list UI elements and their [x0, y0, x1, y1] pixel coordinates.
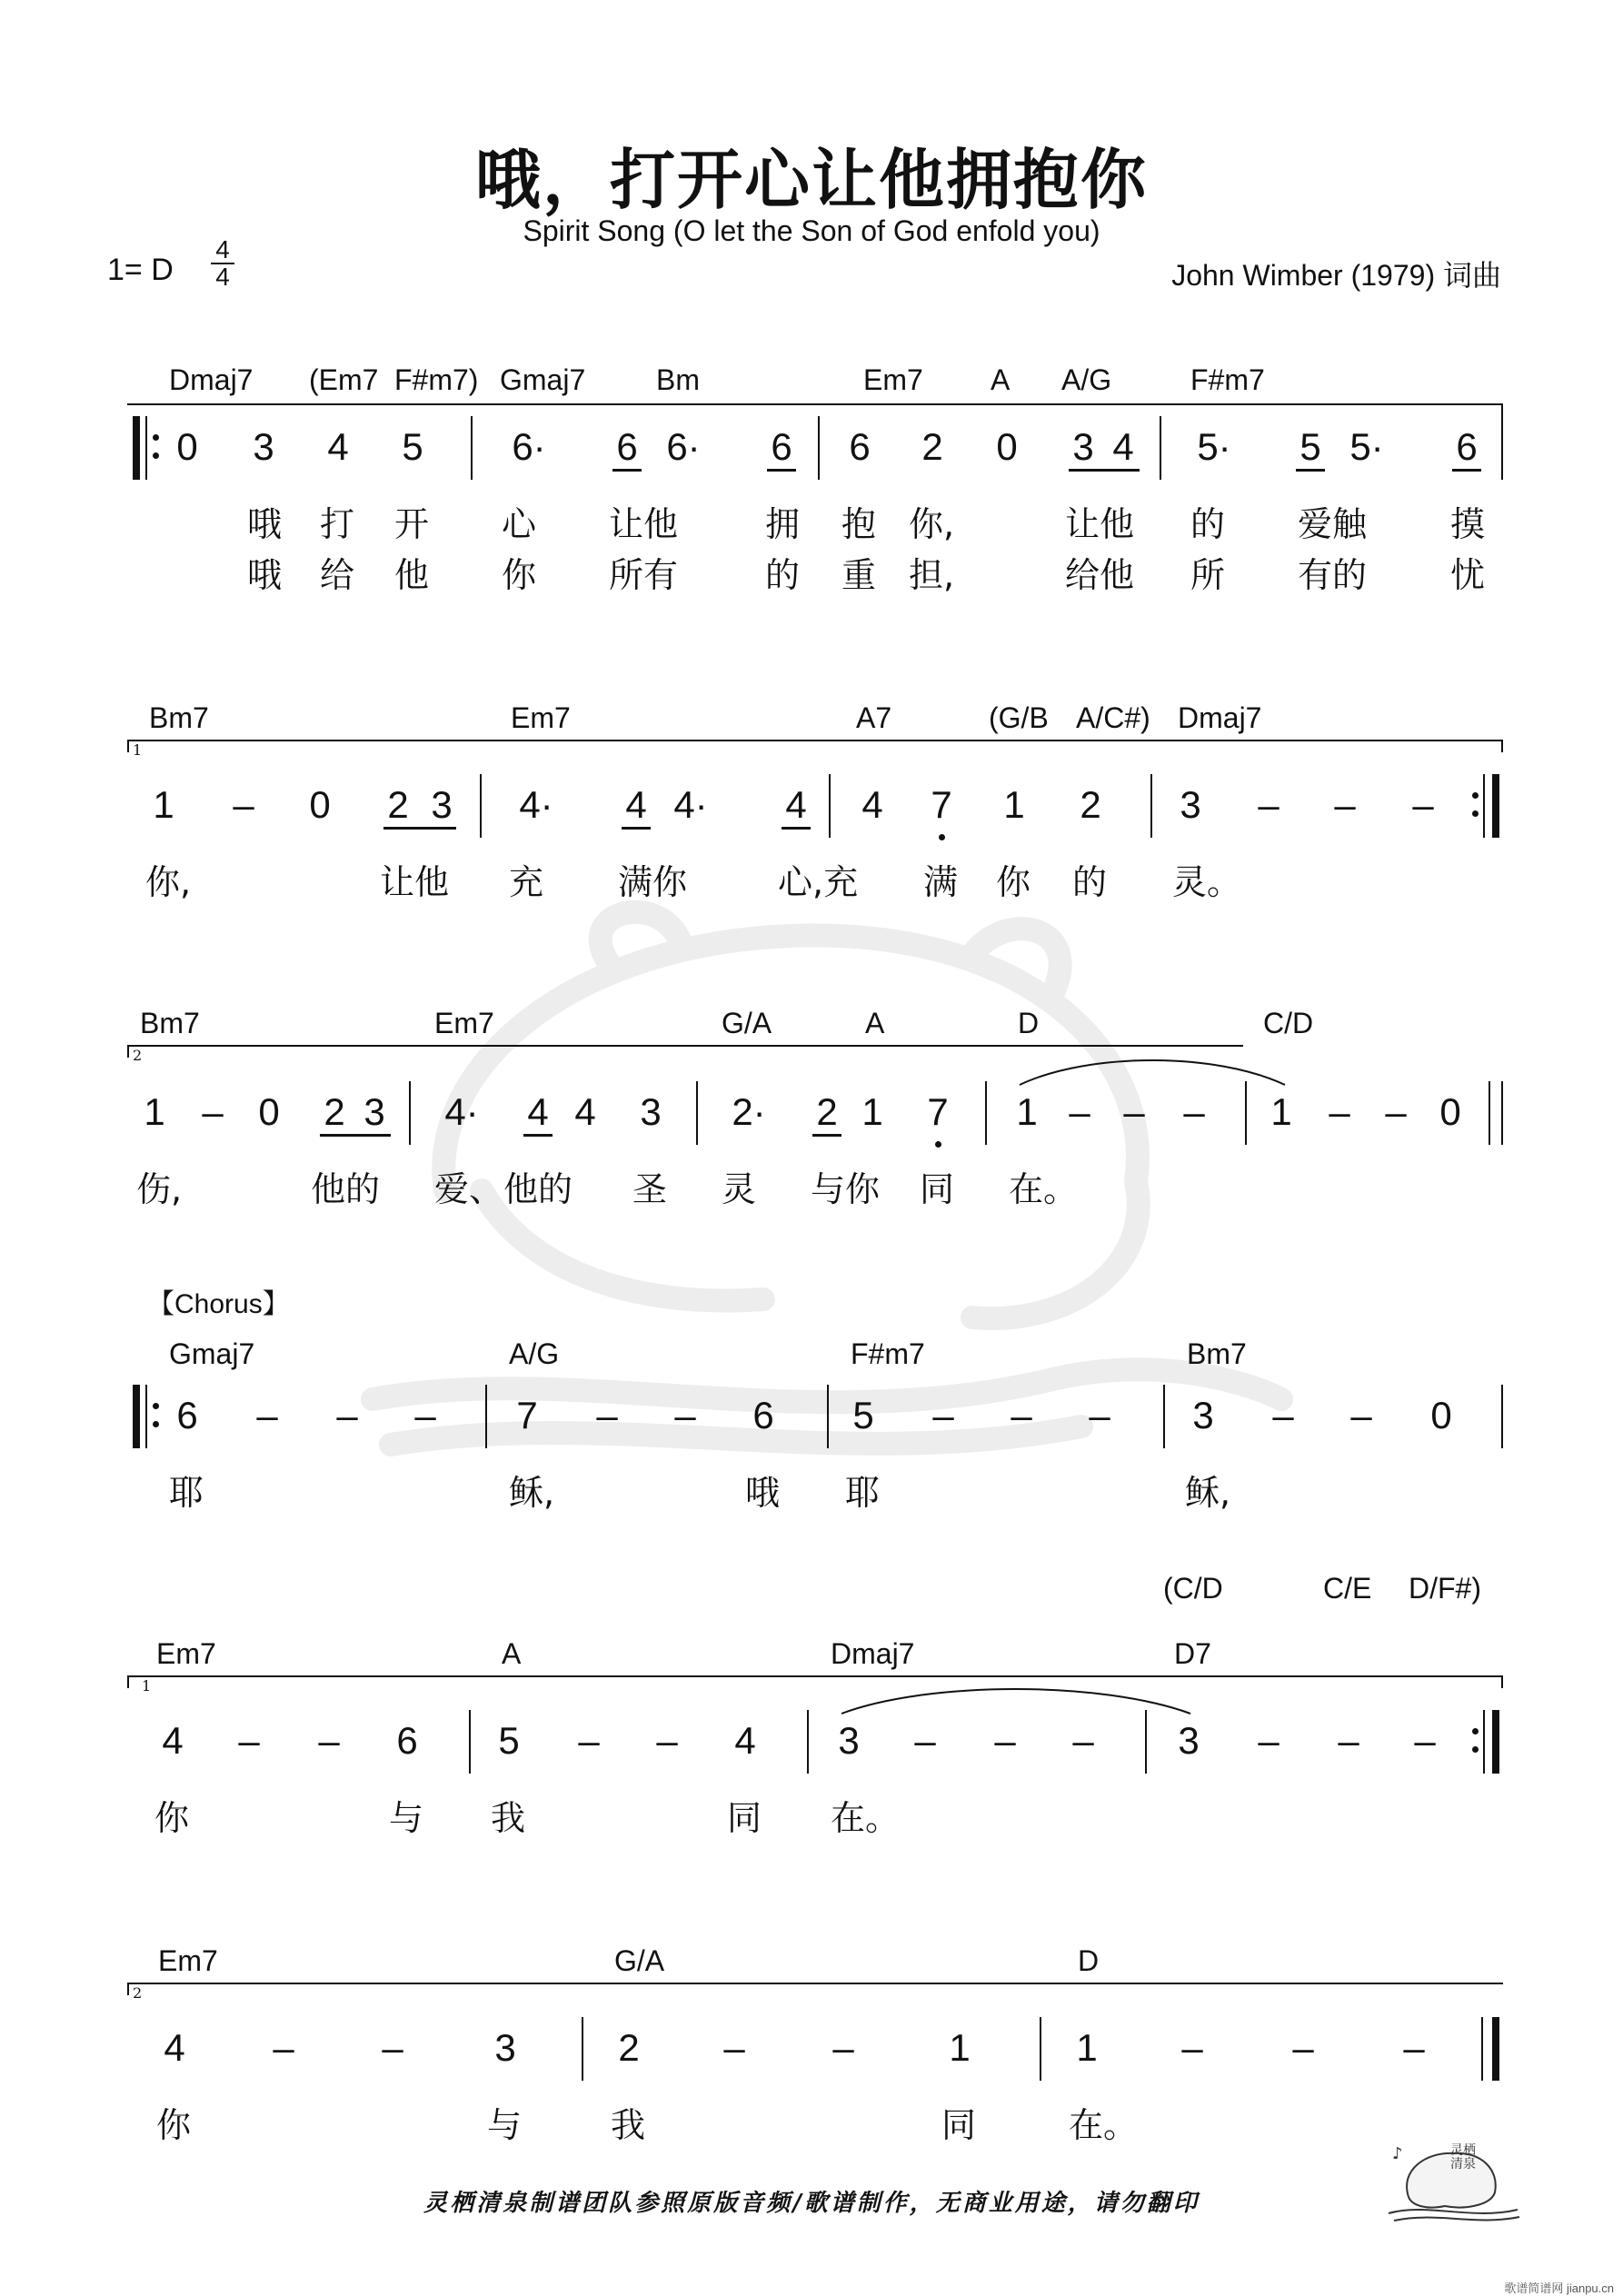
repeat-dot: [153, 1403, 159, 1409]
volta-number: 1: [133, 741, 143, 759]
chord: Em7: [158, 1944, 218, 1977]
dash: –: [578, 1719, 600, 1762]
lyric: 所: [1190, 555, 1226, 595]
lyric: 拥: [765, 504, 801, 544]
lyric: 有的: [1298, 555, 1368, 595]
dash: –: [1272, 1394, 1294, 1436]
note: 7: [931, 783, 952, 826]
chord: D: [1078, 1944, 1100, 1977]
note: 2: [618, 2026, 640, 2069]
barline: [485, 1385, 487, 1448]
note: 4: [164, 2026, 185, 2069]
lyric: 我: [491, 1798, 526, 1838]
dash: –: [1414, 1719, 1436, 1762]
lyric: 充: [509, 862, 544, 902]
lyric: 哦: [745, 1473, 781, 1513]
barline: [1501, 1385, 1503, 1448]
note: 3: [253, 425, 274, 468]
note: 2: [921, 425, 943, 468]
lyric: 伤,: [136, 1169, 183, 1209]
alt-chord: C/E: [1323, 1572, 1372, 1605]
lyric: 与你: [811, 1169, 881, 1209]
lyric: 心,充: [778, 862, 859, 902]
note: 4: [1112, 425, 1134, 468]
volta-tick: [127, 740, 129, 752]
tie-icon: [838, 1681, 1194, 1717]
lyric: 给他: [1065, 555, 1135, 595]
note: 4·: [673, 783, 708, 826]
lyric: 你,: [145, 862, 192, 902]
underline: [320, 1134, 391, 1137]
chord: Gmaj7: [169, 1337, 255, 1370]
underline: [812, 1134, 841, 1137]
note: 3: [431, 783, 453, 826]
dash: –: [336, 1394, 358, 1436]
dash: –: [1292, 2026, 1314, 2069]
barline: [1245, 1081, 1247, 1145]
publisher-logo: [1381, 2133, 1527, 2224]
repeat-end-bar: [1492, 774, 1499, 838]
volta-tick: [127, 1983, 129, 1995]
lyric: 开: [394, 504, 430, 544]
underline: [622, 827, 651, 830]
dash: –: [273, 2026, 294, 2069]
volta-bracket: [127, 1983, 1503, 1984]
lyric: 哦: [247, 555, 283, 595]
lyric: 稣,: [1185, 1473, 1231, 1513]
chord: F#m7: [1190, 363, 1265, 396]
barline: [1501, 416, 1503, 480]
dash: –: [932, 1394, 954, 1436]
chord: A/G: [1061, 363, 1112, 396]
dash: –: [1258, 1719, 1279, 1762]
dash: –: [994, 1719, 1016, 1762]
dash: –: [233, 783, 254, 826]
note: 6·: [666, 425, 701, 468]
barline: [807, 1710, 809, 1774]
dash: –: [1338, 1719, 1359, 1762]
chord: C/D: [1263, 1007, 1314, 1039]
dash: –: [914, 1719, 936, 1762]
volta-tick: [127, 1045, 129, 1058]
dash: –: [723, 2026, 745, 2069]
dash: –: [1183, 1090, 1205, 1133]
lyric: 灵。: [1172, 862, 1242, 902]
lyric: 稣,: [509, 1473, 555, 1513]
note: 4: [734, 1719, 756, 1762]
lyric: 灵: [722, 1169, 757, 1209]
dash: –: [1069, 1090, 1090, 1133]
chord: Em7: [863, 363, 923, 396]
chord: Em7: [156, 1637, 216, 1670]
note: 6: [1456, 425, 1478, 468]
note: 5·: [1349, 425, 1384, 468]
lyric: 心: [502, 504, 537, 544]
dash: –: [1334, 783, 1356, 826]
repeat-dot: [153, 1421, 159, 1427]
volta-number: 1: [142, 1677, 152, 1695]
note: 6: [176, 1394, 198, 1436]
note: 4: [625, 783, 647, 826]
dash: –: [1350, 1394, 1372, 1436]
lyric: 爱触: [1298, 504, 1368, 544]
note: 4: [327, 425, 349, 468]
note: 4·: [444, 1090, 479, 1133]
barline: [696, 1081, 698, 1145]
lyric: 与: [389, 1798, 424, 1838]
note: 6: [396, 1719, 418, 1762]
song-title: 哦，打开心让他拥抱你: [474, 142, 1148, 218]
alt-chord: D/F#): [1409, 1572, 1481, 1605]
barline: [1483, 1710, 1485, 1774]
note: 3: [838, 1719, 860, 1762]
dash: –: [414, 1394, 436, 1436]
repeat-dot: [1472, 792, 1479, 799]
staff-end-tick: [1501, 403, 1503, 416]
section-label-chorus: 【Chorus】: [147, 1289, 290, 1319]
note: 6: [771, 425, 792, 468]
lyric: 打: [320, 504, 355, 544]
note: 7: [927, 1090, 949, 1133]
repeat-dot: [1472, 810, 1479, 817]
chord: A/C#): [1076, 701, 1150, 734]
note: 1: [1016, 1090, 1038, 1133]
repeat-start-bar: [133, 1385, 140, 1448]
barline: [829, 774, 831, 838]
lyric: 在。: [1009, 1169, 1079, 1209]
dash: –: [1072, 1719, 1094, 1762]
repeat-start-bar: [133, 416, 140, 480]
lyric: 抱: [841, 504, 877, 544]
barline: [1481, 2017, 1483, 2081]
chord: A: [502, 1637, 522, 1670]
note: 0: [309, 783, 331, 826]
note: 1: [1270, 1090, 1292, 1133]
barline: [1501, 1081, 1503, 1145]
barline: [582, 2017, 583, 2081]
note: 1: [1076, 2026, 1098, 2069]
underline: [767, 469, 796, 472]
lyric: 在。: [831, 1798, 901, 1838]
dash: –: [318, 1719, 340, 1762]
lyric: 哦: [247, 504, 283, 544]
note: 2: [387, 783, 409, 826]
note: 0: [176, 425, 198, 468]
note: 1: [144, 1090, 165, 1133]
note: 4: [527, 1090, 549, 1133]
lyric: 给: [320, 555, 355, 595]
note: 0: [258, 1090, 280, 1133]
note: 4: [162, 1719, 184, 1762]
note: 4: [861, 783, 883, 826]
barline: [827, 1385, 829, 1448]
chord: A7: [856, 701, 892, 734]
note: 6·: [512, 425, 546, 468]
note: 0: [996, 425, 1018, 468]
underline: [612, 469, 642, 472]
lyric: 让他: [609, 504, 679, 544]
volta-tick: [1501, 1675, 1503, 1688]
repeat-dot: [153, 434, 159, 441]
chord: G/A: [614, 1944, 665, 1977]
staff-top-line: [127, 403, 1503, 405]
dash: –: [596, 1394, 618, 1436]
underline: [782, 827, 811, 830]
note: 3: [1192, 1394, 1214, 1436]
lyric: 你: [156, 2105, 192, 2145]
dash: –: [238, 1719, 260, 1762]
lyric: 他: [394, 555, 430, 595]
logo-text: 灵栖清泉: [1450, 2143, 1476, 2172]
barline: [1489, 1081, 1490, 1145]
barline: [1040, 2017, 1041, 2081]
site-watermark: 歌谱简谱网 jianpu.cn: [1504, 2281, 1614, 2295]
lyric: 你,: [909, 504, 955, 544]
note: 5: [852, 1394, 874, 1436]
note: 5·: [1197, 425, 1231, 468]
note: 4: [785, 783, 807, 826]
repeat-dot: [153, 452, 159, 459]
underline: [383, 827, 456, 830]
chord: Dmaj7: [169, 363, 254, 396]
lyric: 同: [941, 2105, 977, 2145]
lyric: 耶: [169, 1473, 204, 1513]
lyric: 担,: [909, 555, 955, 595]
footer-notice: 灵栖清泉制谱团队参照原版音频/歌谱制作，无商业用途，请勿翻印: [423, 2190, 1200, 2217]
volta-tick: [1501, 740, 1503, 752]
lyric: 所有: [609, 555, 679, 595]
chord: Bm7: [140, 1007, 200, 1039]
lyric: 爱、他的: [434, 1169, 573, 1209]
chord: Bm: [656, 363, 700, 396]
barline: [471, 416, 473, 480]
chord: Dmaj7: [1178, 701, 1262, 734]
chord: D: [1018, 1007, 1040, 1039]
dash: –: [202, 1090, 224, 1133]
note: 1: [949, 2026, 971, 2069]
barline: [1160, 416, 1161, 480]
chord: F#m7): [394, 363, 479, 396]
chord: A: [865, 1007, 885, 1039]
barline: [818, 416, 820, 480]
barline: [409, 1081, 411, 1145]
dash: –: [256, 1394, 278, 1436]
lyric: 的: [1190, 504, 1226, 544]
note: 6: [616, 425, 638, 468]
note: 1: [153, 783, 174, 826]
note: 3: [1178, 1719, 1200, 1762]
dash: –: [1412, 783, 1434, 826]
chord: G/A: [722, 1007, 772, 1039]
note: 0: [1430, 1394, 1452, 1436]
chord: A: [991, 363, 1011, 396]
barline: [1150, 774, 1152, 838]
tie-icon: [1016, 1052, 1289, 1088]
lyric: 你: [154, 1798, 190, 1838]
note: 2: [816, 1090, 838, 1133]
song-subtitle: Spirit Song (O let the Son of God enfold you): [523, 214, 1100, 247]
underline: [1452, 469, 1481, 472]
barline: [145, 416, 147, 480]
dash: –: [1329, 1090, 1350, 1133]
octave-dot: [939, 834, 945, 840]
lyric: 你: [502, 555, 537, 595]
chord: Bm7: [1187, 1337, 1247, 1370]
note: 2: [1080, 783, 1101, 826]
lyric: 同: [920, 1169, 955, 1209]
alt-chord: (C/D: [1163, 1572, 1223, 1605]
volta-number: 2: [133, 1047, 143, 1064]
volta-bracket: [127, 1045, 1243, 1047]
dash: –: [656, 1719, 678, 1762]
dash: –: [1089, 1394, 1110, 1436]
note: 3: [640, 1090, 662, 1133]
chord: Bm7: [149, 701, 209, 734]
barline: [469, 1710, 471, 1774]
dash: –: [1123, 1090, 1145, 1133]
barline: [145, 1385, 147, 1448]
note: 3: [1180, 783, 1201, 826]
note: 6: [752, 1394, 774, 1436]
lyric: 重: [841, 555, 877, 595]
chord: A/G: [509, 1337, 560, 1370]
volta-number: 2: [133, 1984, 143, 2002]
chord: Gmaj7: [500, 363, 586, 396]
repeat-dot: [1472, 1746, 1479, 1753]
dash: –: [1258, 783, 1279, 826]
note: 2·: [732, 1090, 766, 1133]
note: 4: [574, 1090, 596, 1133]
lyric: 在。: [1069, 2105, 1139, 2145]
time-signature: [211, 235, 234, 291]
composer-credit: John Wimber (1979) 词曲: [1171, 259, 1501, 292]
chord: (Em7: [309, 363, 379, 396]
chord: Em7: [434, 1007, 494, 1039]
lyric: 忧: [1450, 555, 1486, 595]
underline: [523, 1134, 553, 1137]
lyric: 你: [996, 862, 1031, 902]
note: 4·: [519, 783, 553, 826]
note: 0: [1439, 1090, 1461, 1133]
dash: –: [1403, 2026, 1425, 2069]
barline: [480, 774, 482, 838]
lyric: 我: [611, 2105, 646, 2145]
octave-dot: [935, 1141, 941, 1148]
dash: –: [832, 2026, 854, 2069]
lyric: 让他: [1065, 504, 1135, 544]
chord: (G/B: [989, 701, 1049, 734]
key-signature: 1= D: [107, 253, 174, 287]
dash: –: [1181, 2026, 1203, 2069]
volta-tick: [127, 1675, 129, 1688]
dash: –: [674, 1394, 696, 1436]
note: 3: [494, 2026, 516, 2069]
note: 1: [861, 1090, 883, 1133]
note: 5: [498, 1719, 520, 1762]
dash: –: [1011, 1394, 1032, 1436]
repeat-end-bar: [1492, 1710, 1499, 1774]
volta-bracket: [127, 1675, 1503, 1677]
note: 7: [516, 1394, 538, 1436]
barline: [985, 1081, 987, 1145]
lyric: 圣: [632, 1169, 668, 1209]
barline: [1483, 774, 1485, 838]
note: 6: [849, 425, 871, 468]
chord: F#m7: [851, 1337, 925, 1370]
chord: Em7: [511, 701, 571, 734]
note: 3: [1072, 425, 1094, 468]
time-sig-top: 4: [215, 235, 230, 263]
note: 2: [324, 1090, 345, 1133]
time-sig-bottom: 4: [215, 263, 230, 291]
svg-text:♪: ♪: [1392, 2144, 1403, 2163]
lyric: 的: [765, 555, 801, 595]
note: 5: [402, 425, 423, 468]
lyric: 同: [727, 1798, 762, 1838]
lyric: 的: [1072, 862, 1108, 902]
barline: [1145, 1710, 1147, 1774]
chord: D7: [1174, 1637, 1211, 1670]
lyric: 摸: [1450, 504, 1486, 544]
volta-bracket: [127, 740, 1503, 741]
chord: Dmaj7: [831, 1637, 915, 1670]
lyric: 满: [923, 862, 959, 902]
underline: [1296, 469, 1325, 472]
dash: –: [382, 2026, 403, 2069]
dash: –: [1385, 1090, 1407, 1133]
final-bar: [1492, 2017, 1499, 2081]
underline: [1069, 469, 1140, 472]
lyric: 让他: [380, 862, 450, 902]
note: 1: [1003, 783, 1025, 826]
lyric: 与: [487, 2105, 523, 2145]
lyric: 满你: [618, 862, 688, 902]
lyric: 耶: [845, 1473, 881, 1513]
repeat-dot: [1472, 1728, 1479, 1734]
barline: [1163, 1385, 1165, 1448]
note: 3: [363, 1090, 385, 1133]
note: 5: [1299, 425, 1321, 468]
lyric: 他的: [311, 1169, 381, 1209]
